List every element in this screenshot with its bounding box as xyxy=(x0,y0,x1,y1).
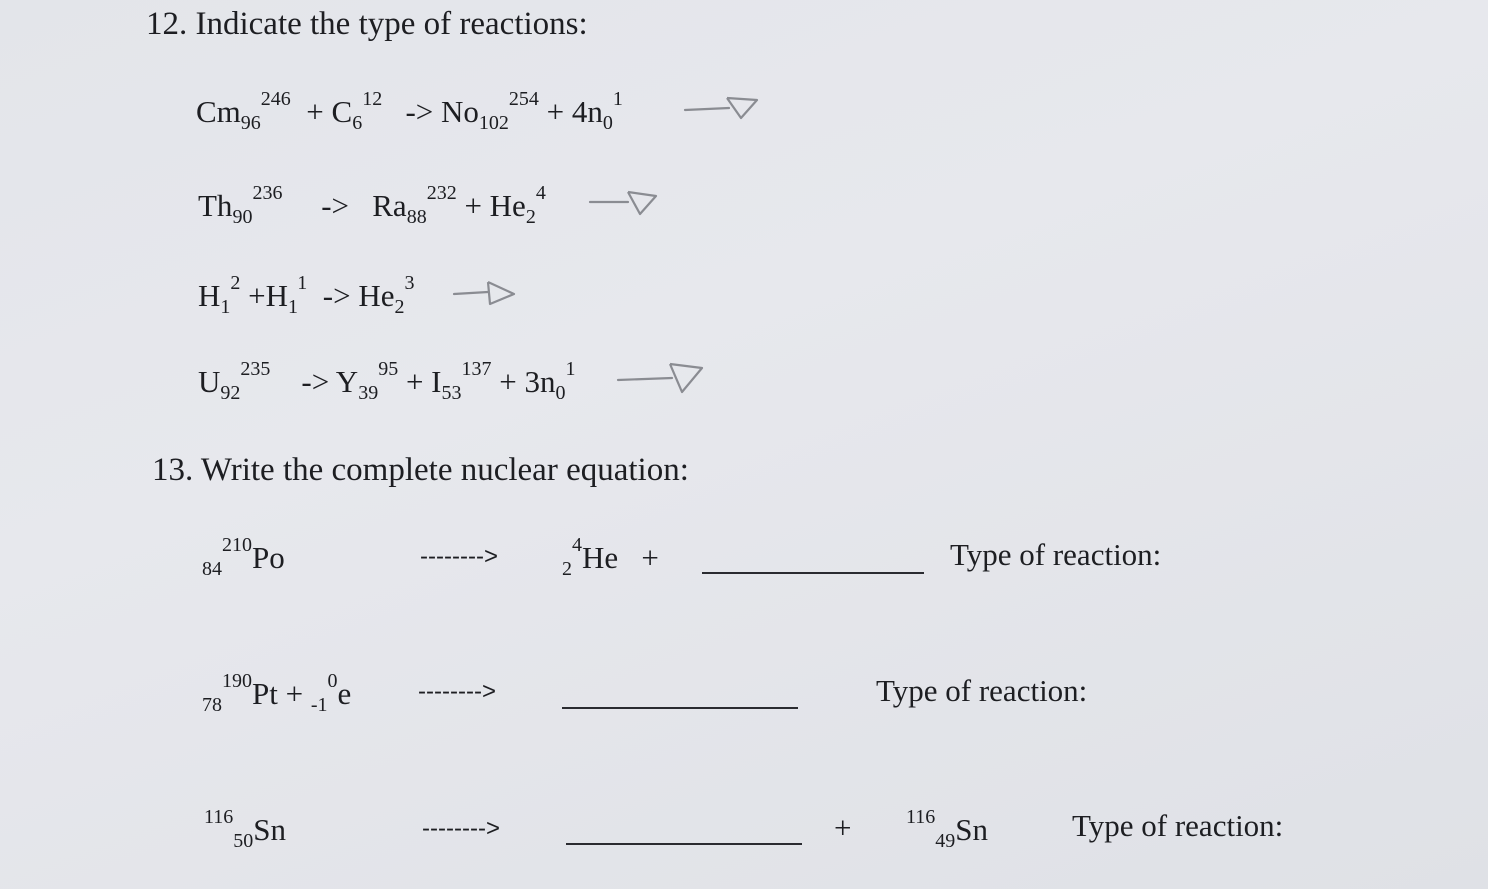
mass-number: 210 xyxy=(222,534,252,556)
mass-number: 4 xyxy=(535,182,546,204)
atomic-number: 0 xyxy=(602,112,613,134)
question-13-heading: 13. Write the complete nuclear equation: xyxy=(152,452,689,488)
arrow-text: -> xyxy=(321,188,349,223)
mass-number: 95 xyxy=(378,358,399,380)
atomic-number: 2 xyxy=(525,206,536,228)
mass-number: 190 xyxy=(222,670,252,692)
symbol: Sn xyxy=(253,812,287,847)
equation-3 xyxy=(198,272,415,318)
symbol: Sn xyxy=(955,812,989,847)
mass-number: 1 xyxy=(565,358,576,380)
mass-number: 12 xyxy=(362,88,383,110)
type-of-reaction-label: Type of reaction: xyxy=(876,673,1088,708)
symbol: Pt + xyxy=(252,676,304,711)
mass-number: 4 xyxy=(572,534,582,556)
atomic-number: 90 xyxy=(232,206,253,228)
mass-number: 1 xyxy=(297,272,308,294)
symbol: + 4n xyxy=(546,94,603,129)
atomic-number: -1 xyxy=(310,694,328,716)
symbol: -> No xyxy=(405,94,479,129)
dashed-arrow: --------> xyxy=(418,678,496,705)
symbol: He xyxy=(582,540,619,575)
atomic-number: 2 xyxy=(562,558,572,580)
atomic-number: 1 xyxy=(220,296,231,318)
atomic-number: 78 xyxy=(202,694,222,716)
answer-blank[interactable] xyxy=(562,707,798,709)
symbol: + C xyxy=(306,94,353,129)
nuclear-equation-row-3-reactant xyxy=(204,806,287,852)
plus-sign: + xyxy=(834,810,852,845)
atomic-number: 84 xyxy=(202,558,222,580)
mass-number: 2 xyxy=(230,272,241,294)
mass-number: 116 xyxy=(906,806,936,828)
equation-2 xyxy=(198,182,546,228)
equation-4 xyxy=(198,358,576,404)
symbol: Th xyxy=(198,188,233,223)
mass-number: 235 xyxy=(240,358,271,380)
mass-number: 137 xyxy=(461,358,492,380)
mass-number: 232 xyxy=(426,182,457,204)
atomic-number: 6 xyxy=(352,112,363,134)
nuclear-equation-row-1-product xyxy=(562,534,659,580)
handwritten-arrow-icon xyxy=(683,94,763,124)
handwritten-arrow-icon xyxy=(616,362,712,396)
answer-blank[interactable] xyxy=(566,843,802,845)
symbol: + I xyxy=(405,364,442,399)
handwritten-arrow-icon xyxy=(588,190,668,220)
atomic-number: 88 xyxy=(406,206,427,228)
atomic-number: 102 xyxy=(478,112,509,134)
symbol: + 3n xyxy=(499,364,556,399)
nuclear-equation-row-2-reactant xyxy=(202,670,352,716)
mass-number: 0 xyxy=(327,670,338,692)
symbol: H xyxy=(198,278,221,313)
atomic-number: 2 xyxy=(394,296,405,318)
nuclear-equation-row-1-reactant xyxy=(202,534,285,580)
symbol: e xyxy=(337,676,352,711)
symbol: -> Y xyxy=(301,364,359,399)
symbol: Ra xyxy=(372,188,407,223)
question-12-heading: 12. Indicate the type of reactions: xyxy=(146,6,588,42)
atomic-number: 49 xyxy=(935,830,956,852)
type-of-reaction-label: Type of reaction: xyxy=(950,537,1162,572)
atomic-number: 39 xyxy=(358,382,379,404)
type-of-reaction-label: Type of reaction: xyxy=(1072,808,1284,843)
mass-number: 246 xyxy=(260,88,291,110)
atomic-number: 92 xyxy=(220,382,241,404)
symbol: Cm xyxy=(196,94,241,129)
symbol: + He xyxy=(464,188,526,223)
mass-number: 254 xyxy=(508,88,539,110)
atomic-number: 50 xyxy=(233,830,254,852)
dashed-arrow: --------> xyxy=(422,815,500,842)
mass-number: 116 xyxy=(204,806,234,828)
symbol: U xyxy=(198,364,221,399)
mass-number: 1 xyxy=(612,88,623,110)
atomic-number: 96 xyxy=(240,112,261,134)
nuclear-equation-row-3-product xyxy=(906,806,989,852)
plus-sign: + xyxy=(641,540,659,575)
handwritten-arrow-icon xyxy=(452,280,522,310)
equation-1 xyxy=(196,88,623,134)
atomic-number: 1 xyxy=(288,296,298,318)
symbol: +H xyxy=(248,278,289,313)
answer-blank[interactable] xyxy=(702,572,924,574)
atomic-number: 53 xyxy=(441,382,462,404)
dashed-arrow: --------> xyxy=(420,543,498,570)
mass-number: 236 xyxy=(252,182,283,204)
mass-number: 3 xyxy=(404,272,415,294)
symbol: -> He xyxy=(322,278,395,313)
atomic-number: 0 xyxy=(555,382,566,404)
symbol: Po xyxy=(252,540,285,575)
